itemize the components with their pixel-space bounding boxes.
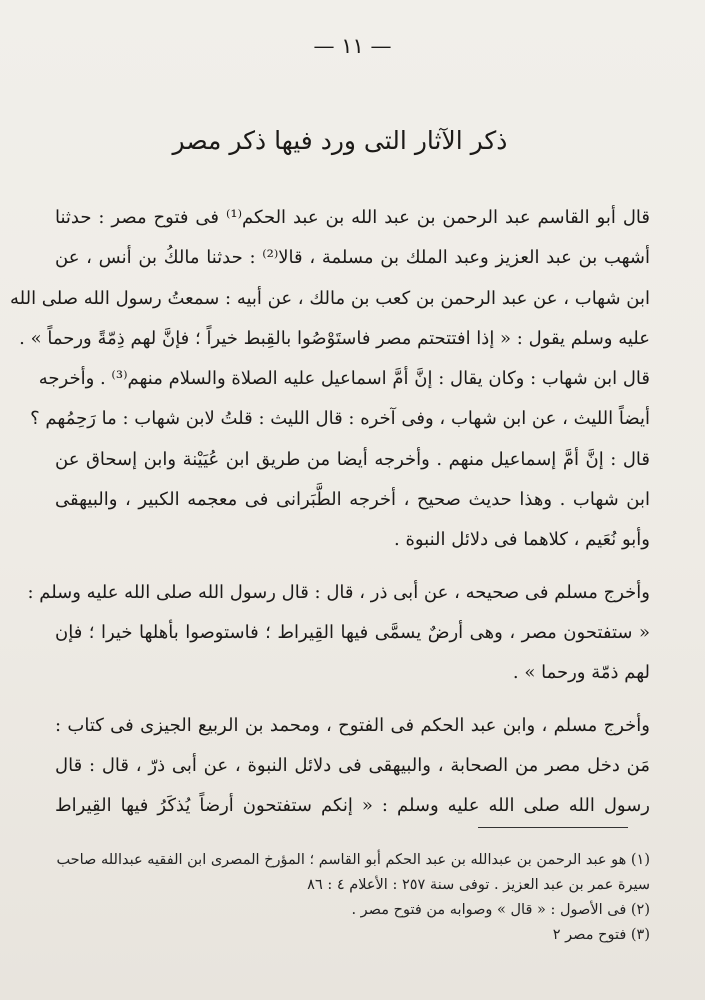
text-line: قال : إنَّ أمَّ إسماعيل منهم . وأخرجه أيضا من طريق ابن عُيَيْنة وابن إسحاق عن [55, 448, 650, 470]
text-line: قال ابن شهاب : وكان يقال : إنَّ أمَّ اسماعيل عليه الصلاة والسلام منهم⁽³⁾ . وأخرجه [38, 368, 650, 390]
footnote-divider [478, 827, 628, 828]
section-title: ذكر الآثار التى ورد فيها ذكر مصر [172, 126, 508, 155]
text-line: أيضاً الليث ، عن ابن شهاب ، وفى آخره : قال الليث : قلتُ لابن شهاب : ما رَحِمُهم ؟ [30, 408, 650, 430]
footnotes [55, 848, 650, 948]
text-line: قال أبو القاسم عبد الرحمن بن عبد الله بن عبد الحكم⁽¹⁾ فى فتوح مصر : حدثنا [55, 207, 650, 228]
text-line: رسول الله صلى الله عليه وسلم : « إنكم ستفتحون أرضاً يُذكَرُ فيها القِيراط [55, 795, 650, 817]
text-line: لهم ذمّة ورحما » . [512, 662, 650, 684]
page-number: — ١١ — [313, 34, 392, 58]
footnote: (١) هو عبد الرحمن بن عبدالله بن عبد الحكم أبو القاسم ؛ المؤرخ المصرى ابن الفقيه عبدالله صاحب [56, 852, 650, 868]
footnote: (٣) فتوح مصر ٢ [552, 927, 650, 943]
text-line: وأبو نُعَيم ، كلاهما فى دلائل النبوة . [394, 529, 650, 551]
text-line: عليه وسلم يقول : « إذا افتتحتم مصر فاستَوْصُوا بالقِبط خيراً ؛ فإنَّ لهم ذِمّةً ورحماً » . [19, 327, 650, 349]
text-line: وأخرج مسلم ، وابن عبد الحكم فى الفتوح ، ومحمد بن الربيع الجيزى فى كتاب : [55, 714, 650, 736]
text-line: « ستفتحون مصر ، وهى أرضٌ يسمَّى فيها القِيراط ؛ فاستوصوا بأهلها خيرا ؛ فإن [55, 621, 650, 643]
text-line: مَن دخل مصر من الصحابة ، والبيهقى فى دلائل النبوة ، عن أبى ذرّ ، قال : قال [55, 754, 650, 776]
footnote: (٢) فى الأصول : « قال » وصوابه من فتوح مصر . [351, 902, 650, 918]
footnote: سيرة عمر بن عبد العزيز . توفى سنة ٢٥٧ : الأعلام ٤ : ٨٦ [307, 877, 650, 893]
text-line: وأخرج مسلم فى صحيحه ، عن أبى ذر ، قال : قال رسول الله صلى الله عليه وسلم : [27, 581, 650, 603]
text-line: أشهب بن عبد العزيز وعبد الملك بن مسلمة ، قالا⁽²⁾ : حدثنا مالكُ بن أنس ، عن [55, 247, 650, 269]
text-line: ابن شهاب ، عن عبد الرحمن بن كعب بن مالك ، عن أبيه : سمعتُ رسول الله صلى الله [9, 287, 650, 309]
main-text [9, 198, 650, 826]
text-line: ابن شهاب . وهذا حديث صحيح ، أخرجه الطَّبَرانى فى معجمه الكبير ، والبيهقى [55, 489, 650, 511]
